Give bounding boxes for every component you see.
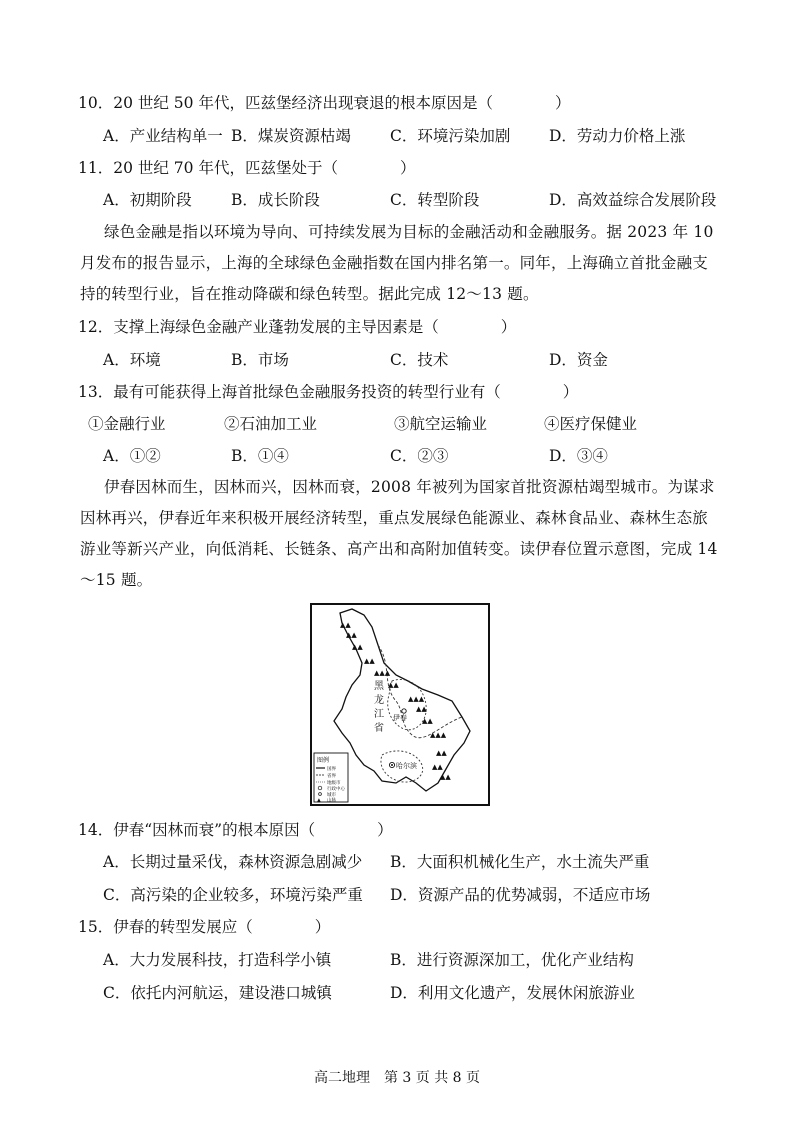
svg-text:▲▲: ▲▲ <box>436 749 447 757</box>
passage-green-finance <box>80 217 720 310</box>
q10-option-a: A．产业结构单一 <box>103 127 223 145</box>
page-footer: 高二地理 第 3 页 共 8 页 <box>313 1070 481 1086</box>
legend-item-5: 城市 <box>327 793 336 798</box>
legend-item-1: 国界 <box>327 767 336 772</box>
svg-text:▲▲: ▲▲ <box>352 643 363 651</box>
q11-option-a: A．初期阶段 <box>103 191 192 209</box>
q12-option-a: A．环境 <box>103 351 161 369</box>
mountain-icon: ▲ <box>317 797 321 804</box>
q13-stem: 13．最有可能获得上海首批绿色金融服务投资的转型行业有（ ） <box>78 383 579 401</box>
legend-item-6: 山脉 <box>327 798 336 804</box>
passage-yichun <box>80 472 720 596</box>
q12-option-c: C．技术 <box>390 351 449 369</box>
q14-stem: 14．伊春“因林而衰”的根本原因（ ） <box>78 821 393 839</box>
legend-item-3: 地级市 <box>327 781 341 786</box>
city-label-harbin: 哈尔滨 <box>396 762 417 770</box>
province-label-3: 江 <box>374 709 384 720</box>
q10-option-d: D．劳动力价格上涨 <box>549 127 686 145</box>
q14-option-c: C．高污染的企业较多，环境污染严重 <box>103 886 363 904</box>
svg-text:▲▲: ▲▲ <box>340 621 351 629</box>
q13-item-3: ③航空运输业 <box>394 415 488 433</box>
svg-text:▲▲: ▲▲ <box>440 773 451 781</box>
passage-yichun-text: 伊春因林而生，因林而兴，因林而衰，2008 年被列为国家首批资源枯竭型城市。为谋求因林再兴，伊春近年来积极开展经济转型，重点发展绿色能源业、森林食品业、森林生态旅游业等新兴产业，向低消耗、长链条、高产出和高附加值转变。读伊春位置示意图，完成 14～15 题。 <box>80 478 718 589</box>
city-label-yichun: 伊春 <box>393 714 407 722</box>
province-internal-boundary <box>378 645 462 738</box>
svg-text:▲▲: ▲▲ <box>416 705 427 713</box>
q13-option-a: A．①② <box>103 447 161 465</box>
legend-title: 图例 <box>317 757 330 764</box>
q11-option-b: B．成长阶段 <box>231 191 320 209</box>
q14-option-a: A．长期过量采伐，森林资源急剧减少 <box>103 853 363 871</box>
q13-option-c: C．②③ <box>390 447 449 465</box>
svg-text:▲▲▲: ▲▲▲ <box>430 731 447 739</box>
q13-item-2: ②石油加工业 <box>224 415 318 433</box>
svg-text:▲▲: ▲▲ <box>432 763 443 771</box>
q10-option-b: B．煤炭资源枯竭 <box>231 127 351 145</box>
q13-item-1: ①金融行业 <box>88 415 166 433</box>
heilongjiang-map-svg <box>312 605 488 804</box>
svg-text:▲▲▲: ▲▲▲ <box>408 695 425 703</box>
passage-green-finance-text: 绿色金融是指以环境为导向、可持续发展为目标的金融活动和金融服务。据 2023 年 10 月发布的报告显示，上海的全球绿色金融指数在国内排名第一。同年，上海确立首批金融支持的转型行业，旨在推动降碳和绿色转型。据此完成 12～13 题。 <box>80 223 714 303</box>
province-label-4: 省 <box>374 723 384 734</box>
yichun-city-marker <box>402 709 406 713</box>
svg-text:▲▲: ▲▲ <box>388 681 399 689</box>
q10-option-c: C．环境污染加剧 <box>390 127 511 145</box>
q12-option-b: B．市场 <box>231 351 289 369</box>
svg-text:▲▲▲: ▲▲▲ <box>374 669 391 677</box>
svg-text:▲▲: ▲▲ <box>364 657 375 665</box>
q12-stem: 12．支撑上海绿色金融产业蓬勃发展的主导因素是（ ） <box>78 318 517 336</box>
q11-option-c: C．转型阶段 <box>390 191 480 209</box>
q12-option-d: D．资金 <box>549 351 608 369</box>
legend-item-2: 省界 <box>327 774 336 779</box>
q14-option-b: B．大面积机械化生产，水土流失严重 <box>390 853 650 871</box>
q15-stem: 15．伊春的转型发展应（ ） <box>78 918 331 936</box>
q13-option-b: B．①④ <box>231 447 289 465</box>
q13-option-d: D．③④ <box>549 447 608 465</box>
mountain-icon-group <box>340 621 451 781</box>
q11-stem: 11．20 世纪 70 年代，匹兹堡处于（ ） <box>78 159 416 177</box>
legend-item-4: 行政中心 <box>327 787 345 792</box>
province-label-1: 黑 <box>374 681 384 692</box>
q11-option-d: D．高效益综合发展阶段 <box>549 191 717 209</box>
svg-text:▲▲: ▲▲ <box>422 717 433 725</box>
q14-option-d: D．资源产品的优势减弱，不适应市场 <box>390 886 651 904</box>
province-label-2: 龙 <box>374 695 384 706</box>
q15-option-b: B．进行资源深加工，优化产业结构 <box>390 951 634 969</box>
q15-option-d: D．利用文化遗产，发展休闲旅游业 <box>390 984 635 1002</box>
q15-option-a: A．大力发展科技，打造科学小镇 <box>103 951 332 969</box>
yichun-location-map <box>310 603 490 806</box>
svg-text:▲▲: ▲▲ <box>346 631 357 639</box>
q15-option-c: C．依托内河航运，建设港口城镇 <box>103 984 332 1002</box>
q10-stem: 10．20 世纪 50 年代，匹兹堡经济出现衰退的根本原因是（ ） <box>78 94 571 112</box>
q13-item-4: ④医疗保健业 <box>544 415 638 433</box>
